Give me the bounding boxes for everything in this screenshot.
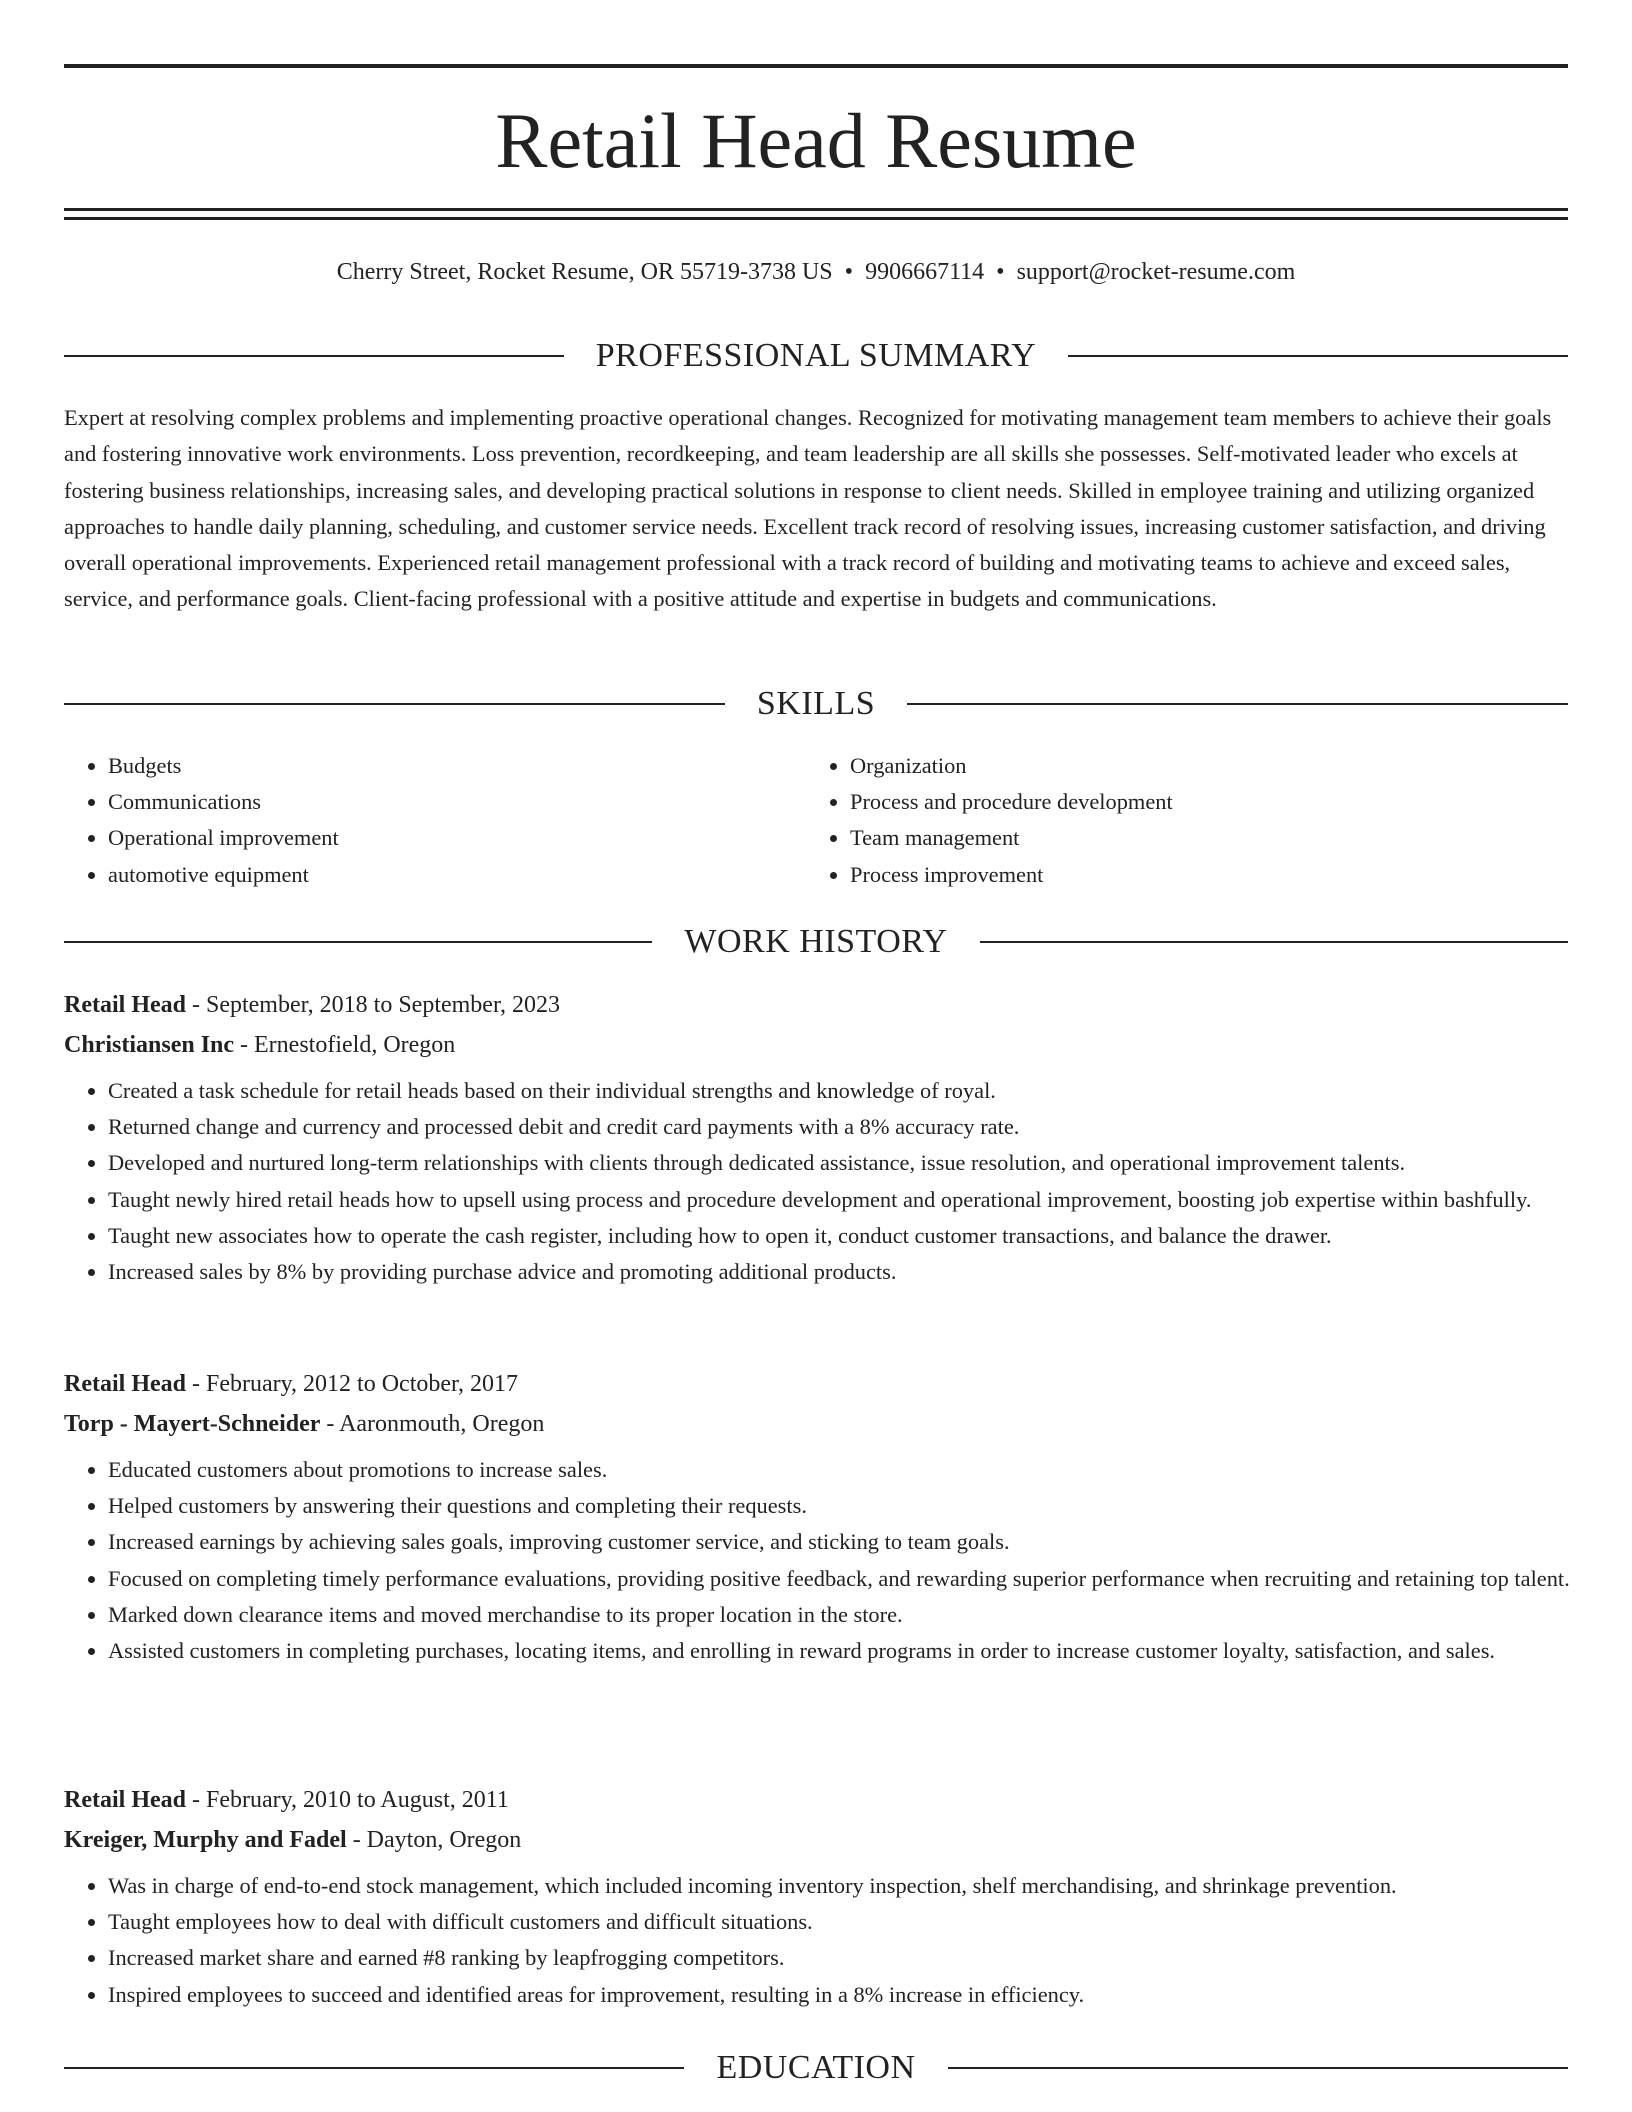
section-title-work: WORK HISTORY — [684, 923, 948, 960]
job-dates: - September, 2018 to September, 2023 — [185, 992, 560, 1018]
skills-column-left — [64, 748, 764, 893]
section-header-summary — [64, 334, 1568, 378]
job-entry — [64, 1780, 1574, 2013]
job-company-line — [64, 1820, 1574, 1860]
section-rule — [64, 941, 652, 943]
job-bullet: • Educated customers about promotions to increase sales. — [108, 1452, 1574, 1488]
skills-list-right — [806, 748, 1566, 893]
job-bullets — [64, 1452, 1574, 1669]
section-rule — [64, 703, 725, 705]
job-company: Torp - Mayert-Schneider — [64, 1411, 321, 1437]
job-entry — [64, 985, 1574, 1290]
job-bullets — [64, 1868, 1574, 2013]
job-bullet: • Assisted customers in completing purchases, locating items, and enrolling in reward programs in order to increase customer loyalty, satisfaction, and sales. — [108, 1633, 1574, 1669]
skills-column-right — [806, 748, 1566, 893]
job-company: Kreiger, Murphy and Fadel — [64, 1827, 347, 1853]
section-title-education: EDUCATION — [716, 2049, 916, 2086]
job-bullet: • Taught new associates how to operate the cash register, including how to open it, conduct customer transactions, and balance the drawer. — [108, 1218, 1574, 1254]
job-bullets — [64, 1073, 1574, 1290]
contact-line — [64, 254, 1568, 290]
job-company: Christiansen Inc — [64, 1032, 235, 1058]
job-title: Retail Head — [64, 1371, 186, 1397]
section-rule — [64, 2067, 684, 2069]
contact-separator: • — [844, 259, 854, 285]
section-rule — [907, 703, 1568, 705]
job-bullet: • Marked down clearance items and moved merchandise to its proper location in the store. — [108, 1597, 1574, 1633]
contact-address: Cherry Street, Rocket Resume, OR 55719-3738 US — [336, 259, 833, 285]
skill-item: • Process improvement — [850, 857, 1566, 893]
job-bullet: • Was in charge of end-to-end stock management, which included incoming inventory inspection, shelf merchandising, and shrinkage prevention. — [108, 1868, 1574, 1904]
section-title-skills: SKILLS — [756, 685, 876, 722]
job-bullet: • Increased earnings by achieving sales goals, improving customer service, and sticking to team goals. — [108, 1524, 1574, 1560]
skill-item: • automotive equipment — [108, 857, 764, 893]
job-location: - Dayton, Oregon — [346, 1827, 522, 1853]
section-header-work — [64, 920, 1568, 964]
job-bullet: • Taught newly hired retail heads how to upsell using process and procedure development and operational improvement, boosting job expertise within bashfully. — [108, 1182, 1574, 1218]
job-bullet: • Developed and nurtured long-term relationships with clients through dedicated assistance, issue resolution, and operational improvement talents. — [108, 1145, 1574, 1181]
section-title-summary: PROFESSIONAL SUMMARY — [595, 337, 1037, 374]
section-header-education — [64, 2046, 1568, 2090]
section-rule — [980, 941, 1568, 943]
page-title: Retail Head Resume — [495, 97, 1137, 184]
job-title: Retail Head — [64, 1787, 186, 1813]
job-dates: - February, 2012 to October, 2017 — [185, 1371, 519, 1397]
job-bullet: • Inspired employees to succeed and identified areas for improvement, resulting in a 8% increase in efficiency. — [108, 1977, 1574, 2013]
job-entry — [64, 1364, 1574, 1669]
contact-separator: • — [996, 259, 1005, 285]
job-title: Retail Head — [64, 992, 186, 1018]
title-double-rule — [64, 208, 1568, 220]
section-rule — [1068, 355, 1568, 357]
job-title-line — [64, 1780, 1574, 1820]
job-bullet: • Helped customers by answering their questions and completing their requests. — [108, 1488, 1574, 1524]
contact-email: support@rocket-resume.com — [1016, 259, 1296, 285]
skill-item: • Process and procedure development — [850, 784, 1566, 820]
skill-item: • Organization — [850, 748, 1566, 784]
top-rule — [64, 64, 1568, 68]
job-company-line — [64, 1404, 1574, 1444]
job-bullet: • Returned change and currency and processed debit and credit card payments with a 8% accuracy rate. — [108, 1109, 1574, 1145]
skill-item: • Budgets — [108, 748, 764, 784]
skill-item: • Communications — [108, 784, 764, 820]
job-bullet: • Created a task schedule for retail heads based on their individual strengths and knowledge of royal. — [108, 1073, 1574, 1109]
job-bullet: • Focused on completing timely performance evaluations, providing positive feedback, and rewarding superior performance when recruiting and retaining top talent. — [108, 1561, 1574, 1597]
job-dates: - February, 2010 to August, 2011 — [185, 1787, 509, 1813]
skill-item: • Operational improvement — [108, 820, 764, 856]
job-title-line — [64, 985, 1574, 1025]
job-bullet: • Taught employees how to deal with difficult customers and difficult situations. — [108, 1904, 1574, 1940]
job-bullet: • Increased market share and earned #8 ranking by leapfrogging competitors. — [108, 1940, 1574, 1976]
summary-text: Expert at resolving complex problems and implementing proactive operational changes. Recognized for motivating management team members to achieve their goals and fostering innovative work environments. Loss prevention, recordkeeping, and team leadership are all skills she possesses. Self-motivated leader who excels at fostering business relationships, increasing sales, and developing practical solutions in response to client needs. Skilled in employee training and utilizing organized approaches to handle daily planning, scheduling, and customer service needs. Excellent track record of resolving issues, increasing customer satisfaction, and driving overall operational improvements. Experienced retail management professional with a track record of building and motivating teams to achieve and exceed sales, service, and performance goals. Client-facing professional with a positive attitude and expertise in budgets and communications. — [64, 405, 1552, 612]
job-location: - Aaronmouth, Oregon — [320, 1411, 545, 1437]
section-header-skills — [64, 682, 1568, 726]
skills-list-left — [64, 748, 764, 893]
job-company-line — [64, 1025, 1574, 1065]
job-location: - Ernestofield, Oregon — [234, 1032, 456, 1058]
job-bullet: • Increased sales by 8% by providing purchase advice and promoting additional products. — [108, 1254, 1574, 1290]
skill-item: • Team management — [850, 820, 1566, 856]
section-rule — [64, 355, 564, 357]
contact-phone: 9906667114 — [865, 259, 985, 285]
job-title-line — [64, 1364, 1574, 1404]
section-rule — [948, 2067, 1568, 2069]
